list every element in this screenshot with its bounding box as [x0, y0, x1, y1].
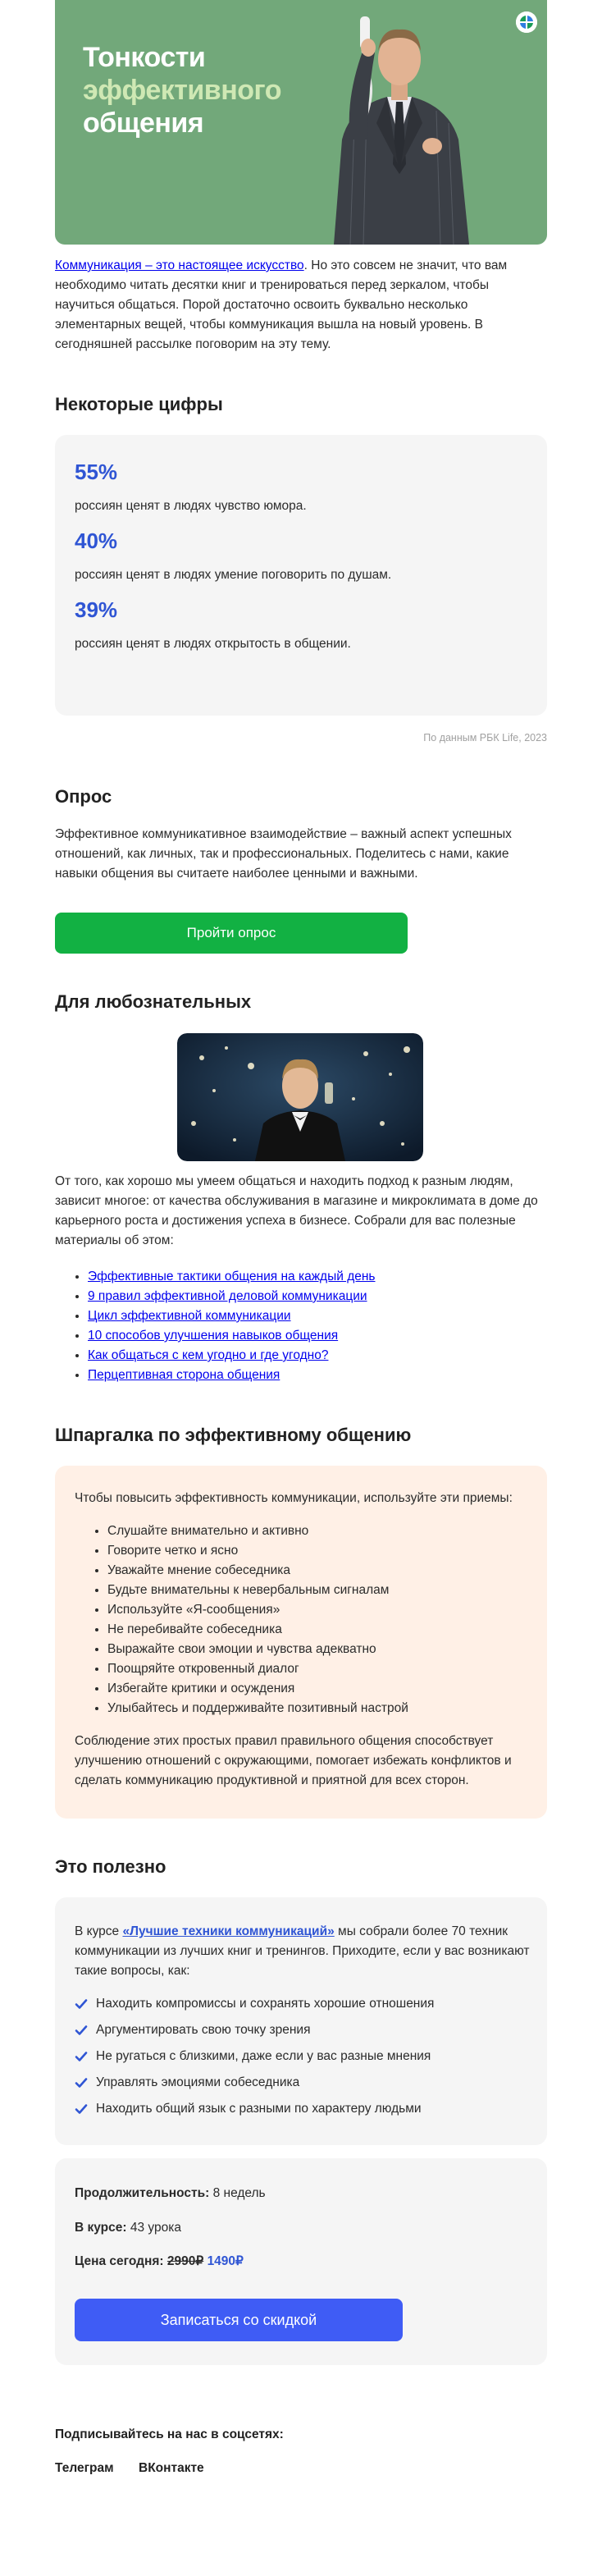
- cheatsheet-title: Шпаргалка по эффективному общению: [55, 1425, 412, 1445]
- tips-list: [75, 1521, 534, 1718]
- list-item: • Поощряйте откровенный диалог: [107, 1659, 534, 1679]
- useful-title: Это полезно: [55, 1856, 166, 1877]
- intro-link[interactable]: Коммуникация – это настоящее искусство: [55, 259, 304, 272]
- course-link[interactable]: «Лучшие техники коммуникаций»: [122, 1924, 335, 1938]
- hero-title-line: Тонкости: [83, 42, 206, 73]
- stat-text: россиян ценят в людях чувство юмора.: [75, 499, 307, 513]
- vk-link[interactable]: ВКонтакте: [139, 2461, 204, 2474]
- question-text: Управлять эмоциями собеседника: [96, 2075, 300, 2089]
- checkmark-icon: [75, 1997, 88, 2011]
- stat-text: россиян ценят в людях открытость в общении.: [75, 637, 351, 651]
- list-item: • Слушайте внимательно и активно: [107, 1521, 534, 1541]
- list-item: • Не перебивайте собеседника: [107, 1620, 534, 1640]
- question-text: Не ругаться с близкими, даже если у вас разные мнения: [96, 2049, 431, 2063]
- stats-title: Некоторые цифры: [55, 394, 223, 414]
- course-text-before: В курсе: [75, 1924, 123, 1938]
- social-links: [55, 2461, 547, 2474]
- intro-paragraph: [55, 256, 547, 355]
- list-item: [88, 1326, 547, 1346]
- enroll-discount-button[interactable]: Записаться со скидкой: [75, 2299, 403, 2341]
- list-item: • Говорите четко и ясно: [107, 1541, 534, 1561]
- hero-banner: [55, 0, 547, 245]
- cheatsheet-card: [55, 1466, 547, 1819]
- stat-value: 55%: [75, 460, 118, 484]
- duration-label: Продолжительность:: [75, 2186, 210, 2200]
- hero-title: [83, 41, 281, 140]
- article-link[interactable]: Цикл эффективной коммуникации: [88, 1309, 291, 1323]
- checkmark-icon: [75, 2050, 88, 2063]
- curious-text: От того, как хорошо мы умеем общаться и находить подход к разным людям, зависит многое: от качества обслуживания в магазине и микроклимата в доме до карьерного роста и достижения успеха в бизнесе. Собрали для вас полезные материалы об этом:: [55, 1174, 538, 1247]
- stats-source: По данным РБК Life, 2023: [423, 732, 547, 744]
- footer-title: Подписывайтесь на нас в соцсетях:: [55, 2427, 284, 2441]
- checkmark-icon: [75, 2024, 88, 2037]
- cheatsheet-outro: Соблюдение этих простых правил правильного общения способствует улучшению отношений с окружающими, помогает избежать конфликтов и сделать коммуникацию продуктивной и приятной для всех сторон.: [75, 1734, 512, 1787]
- checkmark-icon: [75, 2102, 88, 2116]
- course-text-after: мы собрали более 70 техник коммуникации из лучших книг и тренингов. Приходите, если у вас возникают такие вопросы, как:: [75, 1924, 530, 1978]
- intro-text: . Но это совсем не значит, что вам необходимо читать десятки книг и тренироваться перед зеркалом, чтобы научиться общаться. Порой достаточно освоить буквально несколько элементарных вещей, чтобы коммуникация вышла на новый уровень. В сегодняшней рассылке поговорим на эту тему.: [55, 259, 508, 351]
- list-item: [88, 1287, 547, 1306]
- new-price: 1490₽: [207, 2254, 244, 2268]
- cheatsheet-intro: Чтобы повысить эффективность коммуникации, используйте эти приемы:: [75, 1491, 513, 1505]
- article-link[interactable]: Перцептивная сторона общения: [88, 1368, 280, 1382]
- curious-link-list: [55, 1267, 547, 1385]
- poll-text: Эффективное коммуникативное взаимодействие – важный аспект успешных отношений, как личных, так и профессиональных. Поделитесь с нами, какие навыки общения вы считаете наиболее ценными и важными.: [55, 827, 512, 881]
- list-item: • Улыбайтесь и поддерживайте позитивный настрой: [107, 1699, 534, 1718]
- price-line: [75, 2253, 244, 2269]
- article-link[interactable]: Как общаться с кем угодно и где угодно?: [88, 1348, 329, 1362]
- curious-title: Для любознательных: [55, 991, 252, 1012]
- question-text: Аргументировать свою точку зрения: [96, 2023, 311, 2037]
- list-item: • Уважайте мнение собеседника: [107, 1561, 534, 1581]
- brand-logo-icon: [516, 11, 537, 33]
- article-link[interactable]: 9 правил эффективной деловой коммуникации: [88, 1289, 367, 1303]
- telegram-link[interactable]: Телеграм: [55, 2461, 114, 2474]
- man-on-phone-illustration: [317, 0, 481, 245]
- price-label: Цена сегодня:: [75, 2254, 164, 2268]
- list-item: • Выражайте свои эмоции и чувства адекватно: [107, 1640, 534, 1659]
- list-item: • Используйте «Я-сообщения»: [107, 1600, 534, 1620]
- article-link[interactable]: 10 способов улучшения навыков общения: [88, 1329, 339, 1343]
- question-text: Находить компромиссы и сохранять хорошие отношения: [96, 1997, 435, 2011]
- list-item: [88, 1267, 547, 1287]
- list-item: [88, 1306, 547, 1326]
- course-card: [55, 1897, 547, 2145]
- list-item: [88, 1346, 547, 1366]
- list-item: • Будьте внимательны к невербальным сигналам: [107, 1581, 534, 1600]
- lessons-value: 43 урока: [130, 2221, 181, 2235]
- duration-value: 8 недель: [212, 2186, 266, 2200]
- list-item: [88, 1366, 547, 1385]
- stat-value: 40%: [75, 528, 118, 553]
- article-link[interactable]: Эффективные тактики общения на каждый день: [88, 1270, 376, 1283]
- stats-card: [55, 435, 547, 716]
- lessons-label: В курсе:: [75, 2221, 127, 2235]
- hero-title-accent: эффективного: [83, 75, 281, 106]
- course-text: [75, 1922, 534, 1981]
- old-price: 2990₽: [166, 2254, 204, 2268]
- question-text: Находить общий язык с разными по характеру людьми: [96, 2102, 422, 2116]
- checkmark-icon: [75, 2076, 88, 2089]
- gatsby-toast-photo: [177, 1033, 423, 1161]
- duration-line: [75, 2186, 266, 2201]
- list-item: • Избегайте критики и осуждения: [107, 1679, 534, 1699]
- poll-title: Опрос: [55, 786, 112, 807]
- hero-title-line: общения: [83, 108, 204, 139]
- stat-value: 39%: [75, 597, 118, 622]
- stat-text: россиян ценят в людях умение поговорить по душам.: [75, 568, 392, 582]
- lessons-line: [75, 2221, 181, 2235]
- poll-button[interactable]: Пройти опрос: [55, 913, 408, 954]
